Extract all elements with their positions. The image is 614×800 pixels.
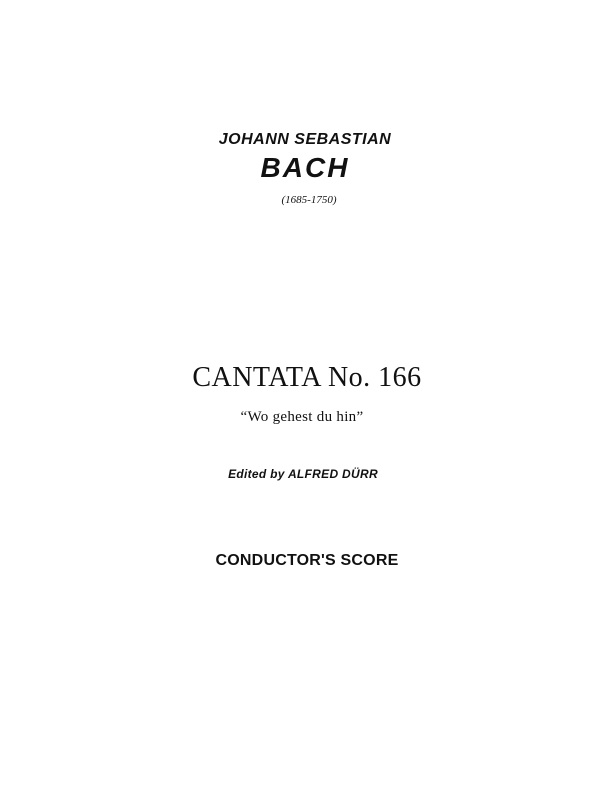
score-type-label: CONDUCTOR'S SCORE: [215, 552, 399, 569]
composer-first-names: JOHANN SEBASTIAN: [218, 131, 392, 148]
editor-credit: Edited by ALFRED DÜRR: [228, 467, 378, 481]
composer-surname: BACH: [260, 152, 350, 183]
work-title: CANTATA No. 166: [192, 362, 422, 393]
work-subtitle: “Wo gehest du hin”: [240, 409, 364, 425]
composer-life-dates: (1685-1750): [281, 194, 337, 206]
